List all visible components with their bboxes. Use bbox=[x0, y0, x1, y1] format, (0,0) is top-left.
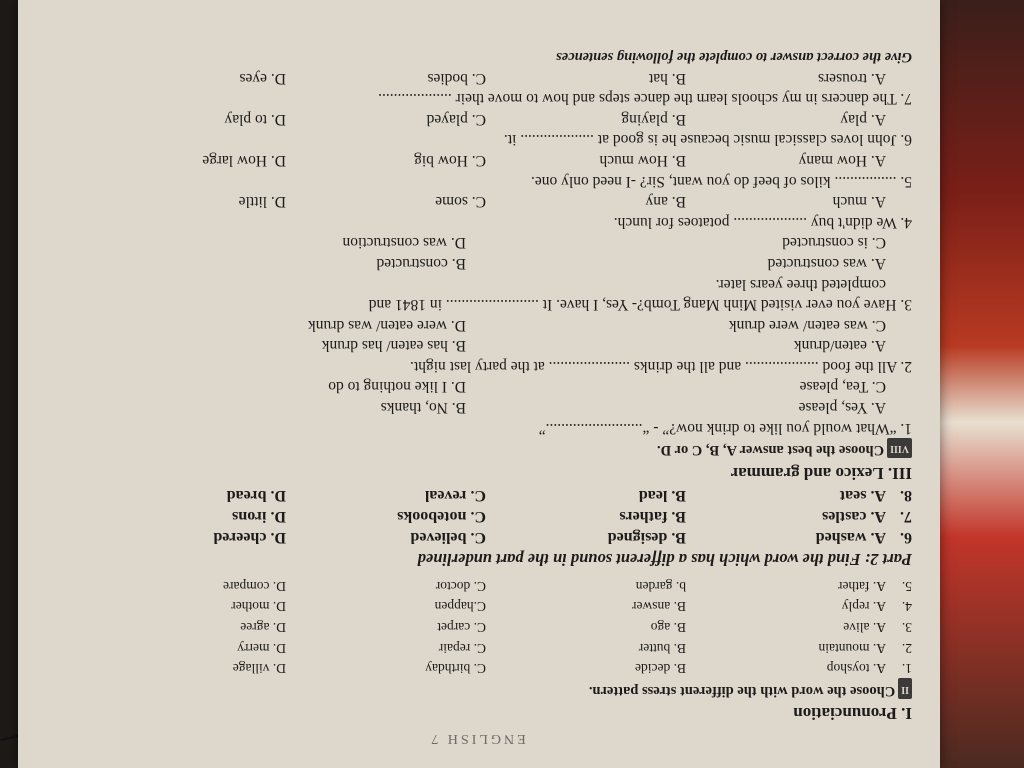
answer-row: C. was eaten/ were drunk D. were eaten/ was drunk bbox=[308, 316, 886, 334]
answer-row: C. is constructed D. was construction bbox=[342, 234, 886, 252]
part2-rows bbox=[42, 485, 912, 547]
list-item: 7. A. castles B. fathers C. notebooks D. irons bbox=[232, 508, 912, 526]
list-item: 2. A. mountain B. butter C. repair D. merry bbox=[237, 640, 912, 656]
question-1: 1. “What would you like to drink now?” - “.........................” bbox=[538, 419, 912, 437]
list-item: 4. A. reply B. answer C.happen D. mother bbox=[231, 599, 912, 615]
background-left bbox=[0, 0, 18, 768]
question-7: 7. The dancers in my schools learn the dance steps and how to move their ................... bbox=[378, 90, 912, 108]
next-section-instruction: Give the correct answer to complete the following sentences bbox=[555, 49, 912, 65]
answer-row: A. trousers B. hat C. bodies D. eyes bbox=[239, 69, 886, 87]
question-3-cont: completed three years later. bbox=[715, 275, 886, 293]
answer-row: A. was constructed B. constructed bbox=[376, 254, 886, 272]
answer-row: A. Yes, please B. No, thanks bbox=[380, 399, 886, 417]
list-item: 1. A. toyshop B. decide C. birthday D. village bbox=[232, 661, 912, 677]
answer-row: A. How many B. How much C. How big D. How large bbox=[202, 151, 886, 169]
answer-row: A. eaten/drunk B. has eaten/ has drunk bbox=[321, 337, 886, 355]
question-3: 3. Have you ever visited Minh Mang Tomb?- Yes, I have. It ........................ in 1841 and bbox=[368, 296, 912, 314]
question-6: 6. John loves classical music because he is good at ................... it. bbox=[503, 131, 912, 149]
section-tag: VIII bbox=[887, 438, 912, 459]
section-pronunciation-title: I. Pronunciation bbox=[793, 704, 912, 724]
answer-row: A. play B. playing C. played D. to play bbox=[224, 110, 886, 128]
list-item: 6. A. washed B. designed C. believed D. cheered bbox=[213, 528, 912, 546]
background-artwork bbox=[934, 0, 1024, 768]
pronunciation-instruction: IIChoose the word with the different stress pattern. bbox=[42, 678, 912, 701]
paper-header: ENGLISH 7 bbox=[428, 731, 526, 746]
section-tag: II bbox=[898, 678, 912, 699]
exam-paper bbox=[18, 0, 940, 768]
lexico-instruction: VIIIChoose the best answer A, B, C or D. bbox=[42, 438, 912, 461]
question-5: 5. ................ kilos of beef do you want, Sir? -I need only one. bbox=[531, 172, 912, 190]
answer-row: C. Tea, please D. I like nothing to do bbox=[328, 378, 886, 396]
part2-title: Part 2: Find the word which has a different sound in the part underlined bbox=[417, 550, 912, 570]
question-2: 2. All the food ................... and all the drinks ..................... at the party last night. bbox=[410, 357, 912, 375]
answer-row: A. much B. any C. some D. little bbox=[238, 193, 886, 211]
question-4: 4. We didn't buy ................... potatoes for lunch. bbox=[613, 213, 912, 231]
paper-content bbox=[42, 46, 912, 748]
list-item: 3. A. alive B. ago C. carpet D. agree bbox=[240, 620, 912, 636]
list-item: 8. A. seat B. lead C. reveal D. bread bbox=[226, 487, 912, 505]
pronunciation-rows bbox=[42, 575, 912, 678]
section-lexico-title: III. Lexico and grammar bbox=[730, 463, 912, 483]
list-item: 5. A. father b. garden C. doctor D. compare bbox=[223, 578, 912, 594]
